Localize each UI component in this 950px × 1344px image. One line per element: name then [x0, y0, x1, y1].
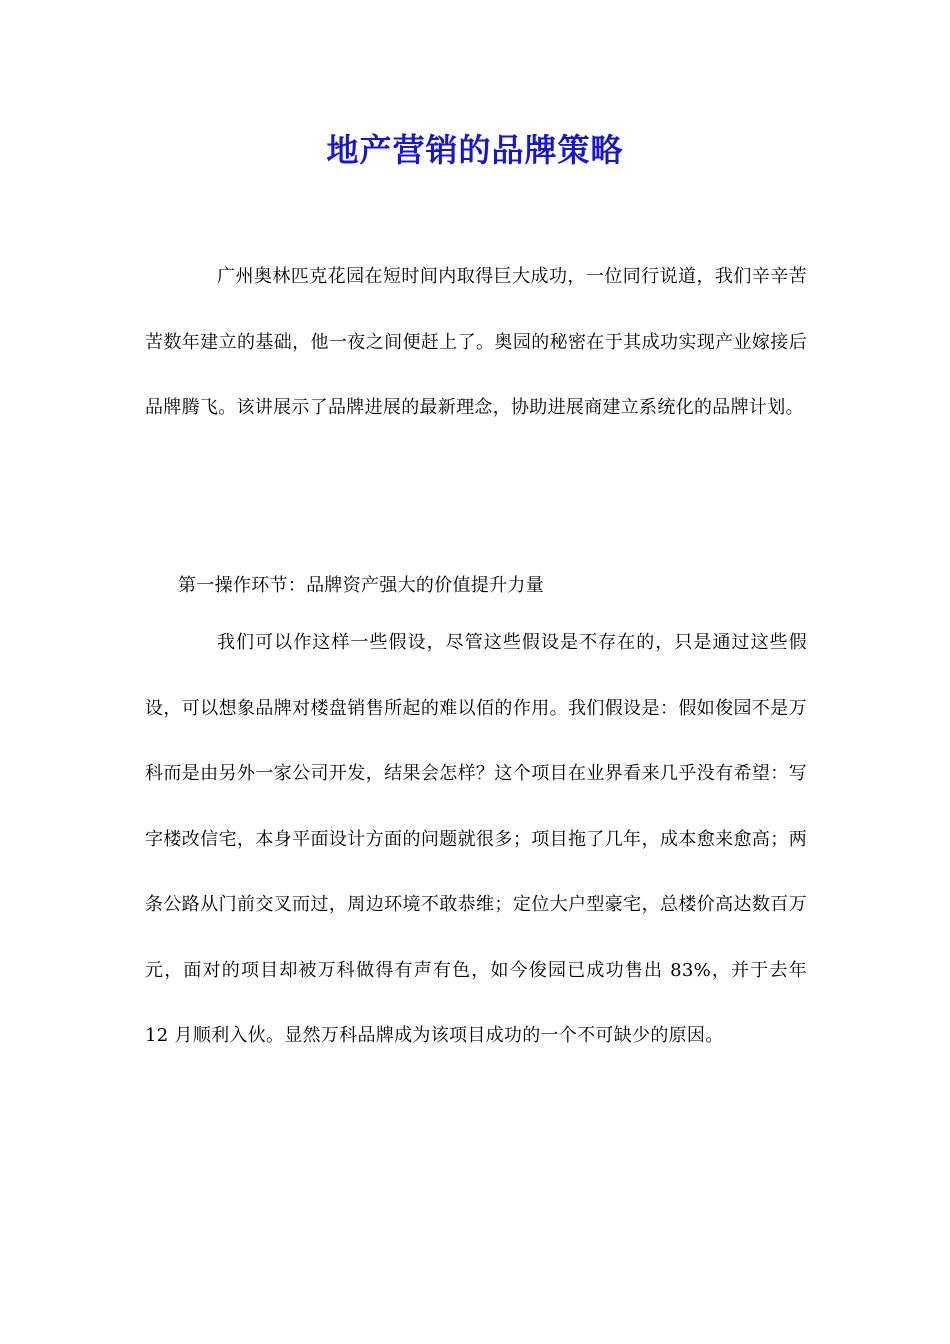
- section-paragraph: 我们可以作这样一些假设，尽管这些假设是不存在的，只是通过这些假设，可以想象品牌对楼盘销售所起的难以佰的作用。我们假设是：假如俊园不是万科而是由另外一家公司开发，结果会怎样？这个项目在业界看来几乎没有希望：写字楼改信宅，本身平面设计方面的问题就很多；项目拖了几年，成本愈来愈高；两条公路从门前交叉而过，周边环境不敢恭维；定位大户型豪宅，总楼价高达数百万元，面对的项目却被万科做得有声有色，如今俊园已成功售出 83%，并于去年 12 月顺利入伙。显然万科品牌成为该项目成功的一个不可缺少的原因。: [145, 632, 807, 1046]
- page-title: 地产营销的品牌策略: [326, 131, 624, 169]
- intro-paragraph: 广州奥林匹克花园在短时间内取得巨大成功，一位同行说道，我们辛辛苦苦数年建立的基础，他一夜之间便赶上了。奥园的秘密在于其成功实现产业嫁接后品牌腾飞。该讲展示了品牌进展的最新理念，协助进展商建立系统化的品牌计划。: [145, 266, 807, 418]
- section-heading: 第一操作环节：品牌资产强大的价值提升力量: [178, 575, 544, 596]
